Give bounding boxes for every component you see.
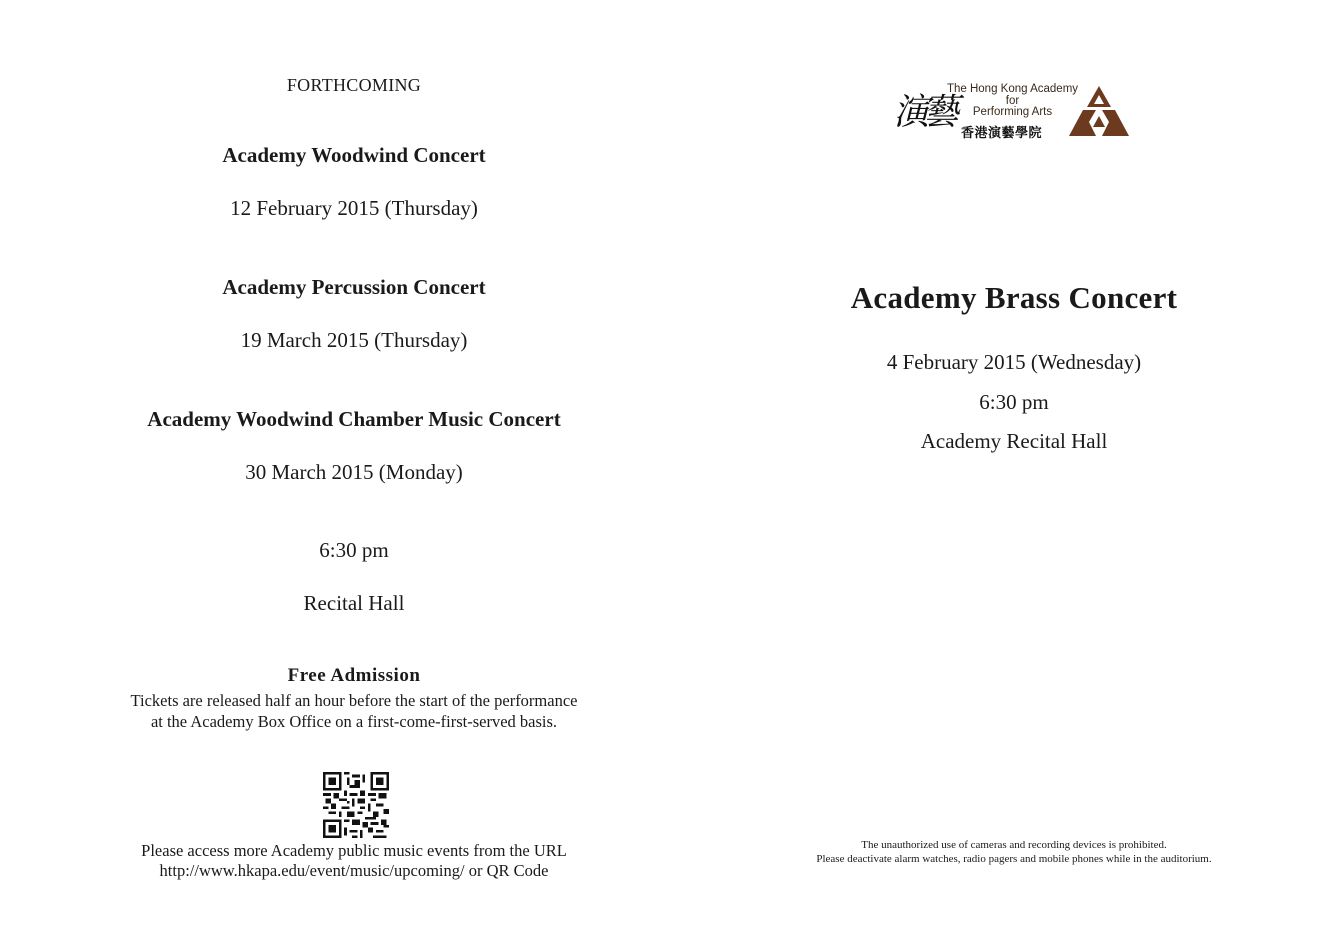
concert-date: 4 February 2015 (Wednesday) — [886, 350, 1142, 374]
hkapa-logo — [893, 82, 1133, 144]
more-events-url[interactable]: http://www.hkapa.edu/event/music/upcoming/ or QR Code — [159, 861, 549, 880]
event-date: 19 March 2015 (Thursday) — [240, 328, 468, 352]
notice-line: The unauthorized use of cameras and recording devices is prohibited. — [861, 839, 1167, 851]
logo-english-line: Performing Arts — [972, 106, 1053, 118]
tickets-note-line: Tickets are released half an hour before the start of the performance — [130, 691, 578, 710]
logo-calligraphy: 演藝 — [893, 92, 954, 133]
logo-english-name — [945, 84, 1080, 119]
tickets-note-line: at the Academy Box Office on a first-come-first-served basis. — [150, 712, 558, 731]
logo-chinese-name: 香港演藝學院 — [961, 126, 1043, 141]
free-admission-heading: Free Admission — [287, 665, 421, 686]
venue-notice — [700, 838, 1328, 866]
more-events-note — [0, 841, 708, 881]
event-time: 6:30 pm — [319, 538, 389, 562]
logo-english-line: for — [1005, 94, 1020, 107]
event-date: 12 February 2015 (Thursday) — [230, 196, 478, 220]
more-events-line: Please access more Academy public music events from the URL — [141, 841, 567, 860]
tickets-note — [0, 690, 708, 732]
event-title: Academy Woodwind Concert — [222, 143, 486, 167]
event-date: 30 March 2015 (Monday) — [245, 460, 463, 484]
notice-line: Please deactivate alarm watches, radio pagers and mobile phones while in the auditorium. — [816, 853, 1212, 865]
concert-venue: Academy Recital Hall — [920, 429, 1108, 453]
qr-code-icon[interactable] — [321, 772, 391, 838]
logo-english-line: The Hong Kong Academy — [946, 83, 1079, 95]
concert-title: Academy Brass Concert — [850, 280, 1178, 315]
forthcoming-heading: FORTHCOMING — [286, 75, 422, 95]
academy-triangle-logo-icon — [1069, 86, 1129, 138]
concert-time: 6:30 pm — [979, 390, 1049, 414]
event-title: Academy Percussion Concert — [222, 275, 486, 299]
event-venue: Recital Hall — [303, 591, 405, 615]
event-title: Academy Woodwind Chamber Music Concert — [147, 407, 561, 431]
